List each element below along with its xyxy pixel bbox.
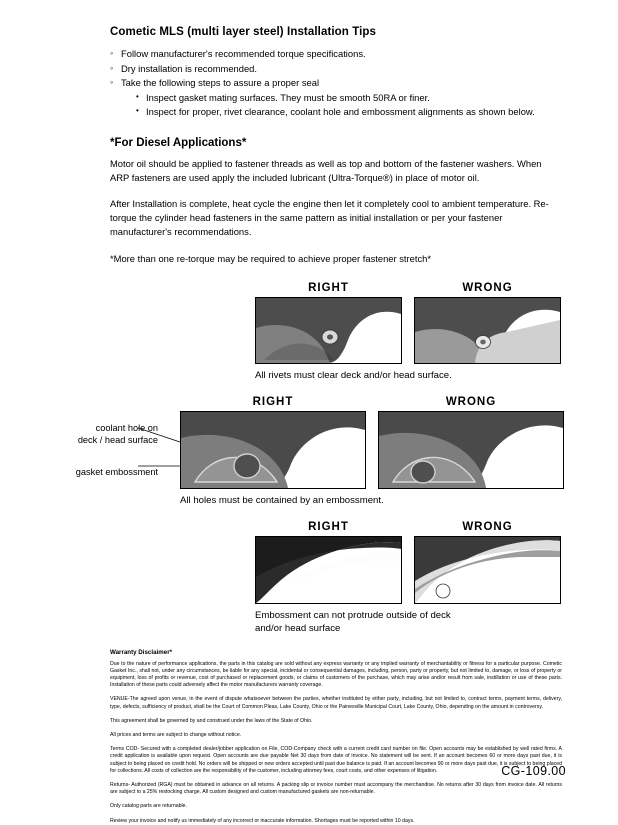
figure-protrude-wrong [414,521,561,604]
figure-caption-protrude [255,609,560,635]
figure-protrude-right [255,521,402,604]
document-number: CG-109.00 [501,764,566,778]
figure-label-wrong: WRONG [462,520,513,533]
warranty-paragraph: VENUE-The agreed upon venue, in the event of dispute whatsoever between the parties, whether instituted by either party, including, but not limited to, contract terms, payment terms, delivery, type, defects, sufficiency of product, shall be the Court of Common Pleas, Lake County, Ohio or the Painesville Municipal Court, Lake County, Ohio, depending on the amount in controversy. [110,696,562,710]
callout-gasket-embossment: gasket embossment [75,466,158,477]
installation-tips-sublist [123,91,578,120]
figure-callouts [0,422,158,479]
callout-coolant-hole-line2: deck / head surface [77,435,158,446]
figure-caption-protrude-line1: Embossment can not protrude outside of deck [255,609,451,621]
figure-rivet-right [255,282,402,364]
page-title: Cometic MLS (multi layer steel) Installation Tips [110,26,377,38]
warranty-section [110,649,562,825]
figure-label-right: RIGHT [308,520,349,533]
retorque-note: *More than one re-torque may be required to achieve proper fastener stretch* [110,252,432,264]
figure-rivet-wrong [414,282,561,364]
list-item: • Inspect for proper, rivet clearance, coolant hole and embossment alignments as shown below. [136,105,578,120]
warranty-paragraph: Terms COD- Secured with a completed dealer/jobber application on File, COD-Company check with a current credit card number on file. Open accounts may be established by well rated firms. A credit application is available upon request. Open accounts are due payable Net 30 days from date of invoice. No statement will be sent. If an account becomes 60 or more days past due, it is subject to being placed on credit hold. No orders will be shipped or new orders accepted until past due balance is paid. If an account becomes 90 or more days past due, it is subject to being placed for collections. All costs of collection are the responsibility of the customer, including attorney fees, court costs, and other expenses of litigation. [110,746,562,774]
warranty-paragraph: This agreement shall be governed by and construed under the laws of the State of Ohio. [110,717,313,724]
figure-embossment-right [180,396,366,489]
figure-label-right: RIGHT [308,281,349,294]
figure-row-rivets [255,282,560,364]
figure-image-protrude-right [255,536,402,604]
figure-row-protrude [255,521,560,604]
warranty-paragraph: Review your invoice and notify us immediately of any incorrect or inaccurate information. Shortages must be reported within 10 days. [110,817,415,824]
figure-caption-embossment: All holes must be contained by an embossment. [180,494,384,506]
figure-section [75,281,560,635]
warranty-heading: Warranty Disclaimer* [110,648,173,656]
figure-row-embossment [75,395,560,489]
figure-caption-protrude-line2: and/or head surface [255,622,341,634]
list-item: ◦ Follow manufacturer's recommended torque specifications. [110,47,578,62]
figure-image-protrude-wrong [414,536,561,604]
figure-caption-rivets: All rivets must clear deck and/or head surface. [255,369,452,381]
figure-image-embossment-right [180,411,366,489]
list-item: ◦ Take the following steps to assure a proper seal [110,76,578,91]
callout-coolant-hole-line1: coolant hole on [95,422,158,433]
figure-label-right: RIGHT [252,395,294,408]
warranty-paragraph: Returns- Authorized (RGA) must be obtained in advance on all returns. A packing slip or invoice number must accompany the merchandise. No returns after 30 days from invoice date. All returns are subject to a 25% restocking charge. All custom designed and custom manufactured gaskets are non-returnable. [110,781,562,796]
figure-label-wrong: WRONG [445,395,497,408]
warranty-paragraph: All prices and terms are subject to change without notice. [110,731,242,738]
warranty-paragraph: Due to the nature of performance applications, the parts in this catalog are sold without any express warranty or any implied warranty of merchantability or fitness for a particular purpose. Cometic Gasket Inc., shall not, under any circumstances, be liable for any special, incidental or consequential damages, including, person, party or property, but not limited to, damage, or loss of property or equipment, loss of profits or revenue, cost of purchased or replacement goods, or claims of customers of the purchase, which may arise and/or result from sale, instillation or use of these parts. Installation of these parts could adversely affect the motor manufacturers warranty coverage. [110,660,562,689]
installation-tips-list [110,47,578,91]
figure-embossment-wrong [378,396,564,489]
figure-label-wrong: WRONG [462,281,513,294]
list-item: • Inspect gasket mating surfaces. They must be smooth 50RA or finer. [136,91,578,106]
diesel-paragraph-2: After Installation is complete, heat cycle the engine then let it completely cool to ambient temperature. Re-torque the cylinder head fasteners in the same pattern as initial installation or per your fastener manufacturer's recommendations. [110,197,549,238]
list-item: ◦ Dry installation is recommended. [110,62,578,77]
figure-image-rivet-right [255,297,402,364]
warranty-paragraph: Only catalog parts are returnable. [110,803,187,810]
figure-image-rivet-wrong [414,297,561,364]
figure-image-embossment-wrong [378,411,564,489]
diesel-paragraph-1: Motor oil should be applied to fastener threads as well as top and bottom of the fastener washers. When ARP fasteners are used apply the included lubricant (Ultra-Torque®) in place of motor oil. [110,157,542,183]
diesel-heading: *For Diesel Applications* [110,136,247,149]
